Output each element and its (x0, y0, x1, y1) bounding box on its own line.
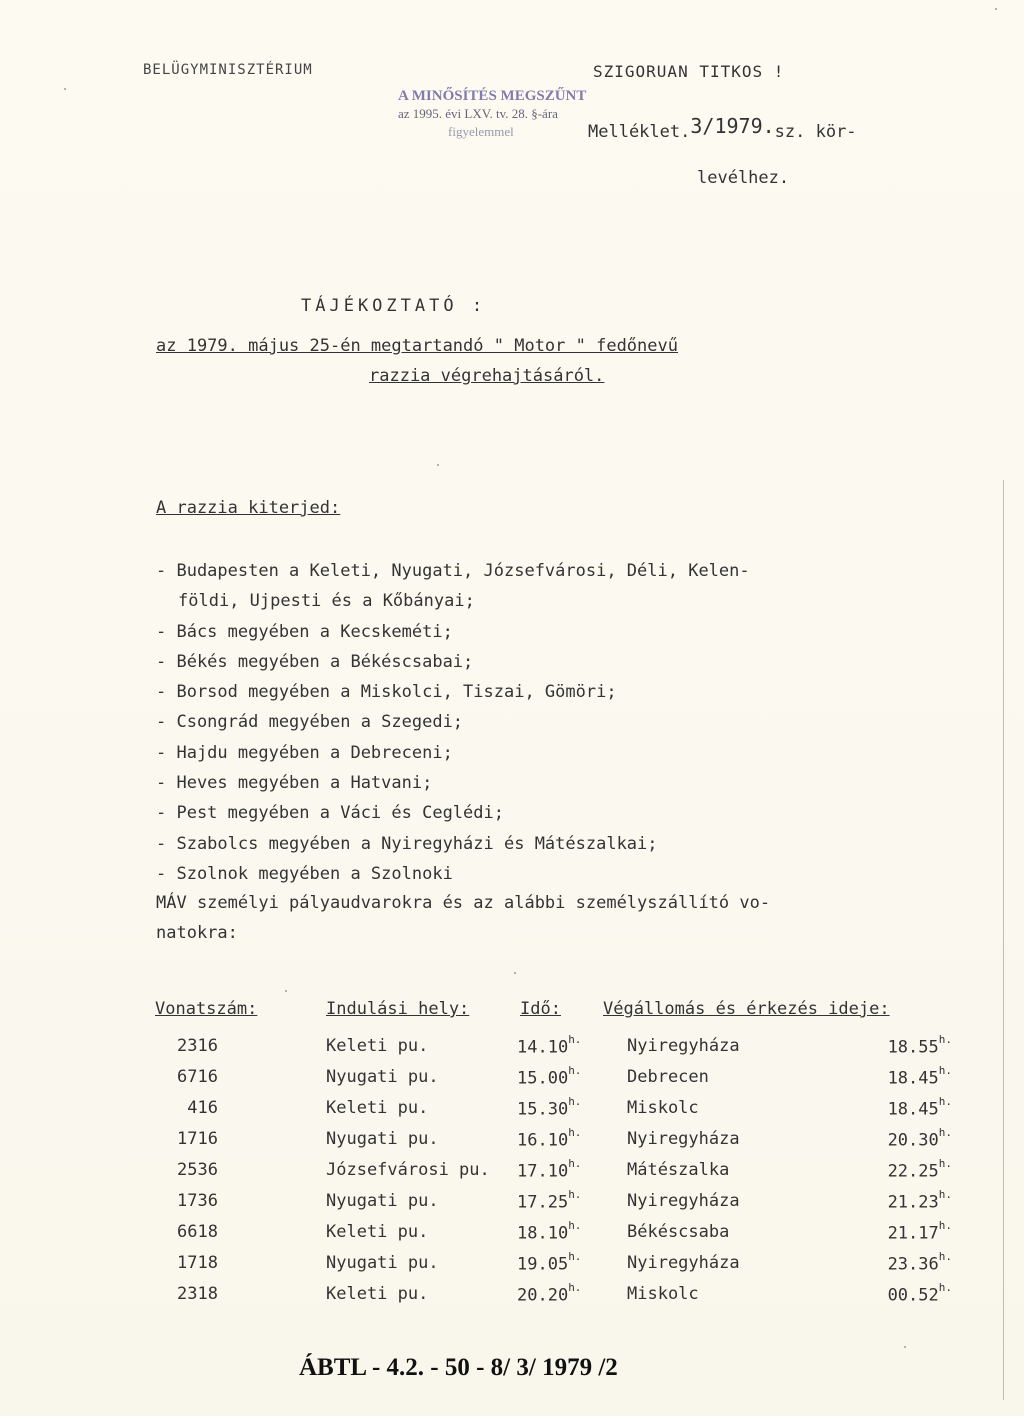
stamp-line-1: A MINŐSÍTÉS MEGSZŰNT (398, 88, 587, 104)
departure-time (517, 1095, 582, 1120)
destination-text: Miskolc (627, 1098, 699, 1118)
departure-station (326, 1222, 428, 1242)
hour-mark: h. (568, 1281, 582, 1294)
attachment-reference-line2: levélhez. (697, 168, 790, 188)
list-item: - Szolnok megyében a Szolnoki (156, 863, 453, 884)
arrival-time (860, 1095, 952, 1120)
hour-mark: h. (938, 1188, 952, 1201)
destination-text: Nyiregyháza (627, 1129, 740, 1149)
departure-station-text: Nyugati pu. (326, 1129, 439, 1149)
departure-time (517, 1188, 582, 1213)
hour-mark: h. (568, 1126, 582, 1139)
document-subtitle-line1: az 1979. május 25-én megtartandó " Motor " fedőnevű (156, 336, 678, 356)
classification-label: SZIGORUAN TITKOS ! (593, 62, 785, 81)
hour-mark: h. (568, 1157, 582, 1170)
train-number-text: 416 (187, 1098, 218, 1118)
hour-mark: h. (938, 1250, 952, 1263)
arrival-time (860, 1219, 952, 1244)
paragraph-line-2: natokra: (156, 923, 238, 943)
departure-station-text: Nyugati pu. (326, 1191, 439, 1211)
train-number (152, 1284, 218, 1304)
hour-mark: h. (568, 1064, 582, 1077)
departure-time (517, 1219, 582, 1244)
arrival-time-text: 00.52 (887, 1285, 939, 1306)
hour-mark: h. (938, 1126, 952, 1139)
table-row (0, 1126, 1024, 1160)
hour-mark: h. (938, 1281, 952, 1294)
departure-station (326, 1191, 439, 1211)
destination-text: Békéscsaba (627, 1222, 730, 1242)
ministry-header: BELÜGYMINISZTÉRIUM (143, 62, 313, 78)
list-item: - Bács megyében a Kecskeméti; (156, 621, 453, 642)
hour-mark: h. (568, 1033, 582, 1046)
list-item: - Budapesten a Keleti, Nyugati, Józsefvárosi, Déli, Kelen- (156, 561, 750, 581)
departure-station (326, 1284, 428, 1304)
hour-mark: h. (938, 1064, 952, 1077)
destination (627, 1036, 740, 1056)
train-number (152, 1253, 218, 1273)
arrival-time-text: 18.45 (887, 1099, 939, 1120)
table-row (0, 1064, 1024, 1098)
destination (627, 1067, 709, 1087)
scan-speck (514, 972, 516, 974)
table-header-destination: Végállomás és érkezés ideje: (603, 999, 890, 1019)
hour-mark: h. (938, 1219, 952, 1232)
stamp-line-2: az 1995. évi LXV. tv. 28. §-ára (398, 106, 558, 121)
table-header-time: Idő: (520, 999, 561, 1019)
table-header-departure: Indulási hely: (326, 999, 470, 1019)
departure-time-text: 18.10 (517, 1223, 569, 1244)
destination (627, 1222, 729, 1242)
table-row (0, 1219, 1024, 1253)
destination (627, 1129, 740, 1149)
arrival-time-text: 20.30 (887, 1130, 939, 1151)
scan-speck (437, 464, 439, 466)
hour-mark: h. (568, 1188, 582, 1201)
arrival-time-text: 23.36 (887, 1254, 939, 1275)
document-title: TÁJÉKOZTATÓ : (301, 296, 487, 316)
departure-station-text: Keleti pu. (326, 1036, 429, 1056)
arrival-time (860, 1157, 952, 1182)
train-number-text: 1718 (177, 1253, 218, 1273)
scan-speck (285, 990, 287, 992)
destination (627, 1160, 729, 1180)
departure-time-text: 19.05 (517, 1254, 569, 1275)
train-number (152, 1067, 218, 1087)
list-item: - Hajdu megyében a Debreceni; (156, 742, 453, 763)
train-number (152, 1191, 218, 1211)
departure-time (517, 1064, 582, 1089)
train-number-text: 6618 (177, 1222, 218, 1242)
attachment-number: 3/1979. (690, 114, 775, 138)
departure-station (326, 1098, 428, 1118)
destination-text: Nyiregyháza (627, 1036, 740, 1056)
destination-text: Nyiregyháza (627, 1191, 740, 1211)
hour-mark: h. (568, 1250, 582, 1263)
arrival-time-text: 21.23 (887, 1192, 939, 1213)
destination-text: Mátészalka (627, 1160, 730, 1180)
table-row (0, 1095, 1024, 1129)
hour-mark: h. (568, 1095, 582, 1108)
arrival-time-text: 18.55 (887, 1037, 939, 1058)
departure-time-text: 14.10 (517, 1037, 569, 1058)
section-heading: A razzia kiterjed: (156, 498, 341, 518)
table-row (0, 1033, 1024, 1067)
arrival-time (860, 1250, 952, 1275)
list-item: - Heves megyében a Hatvani; (156, 773, 433, 794)
train-number-text: 1716 (177, 1129, 218, 1149)
departure-station (326, 1036, 428, 1056)
destination-text: Debrecen (627, 1067, 709, 1087)
departure-station-text: Józsefvárosi pu. (326, 1160, 490, 1180)
train-number-text: 2536 (177, 1160, 218, 1180)
attachment-reference (588, 114, 857, 142)
departure-time (517, 1250, 582, 1275)
departure-time-text: 16.10 (517, 1130, 569, 1151)
destination (627, 1098, 699, 1118)
departure-time-text: 17.25 (517, 1192, 569, 1213)
table-header-train: Vonatszám: (155, 999, 258, 1019)
destination (627, 1253, 740, 1273)
arrival-time-text: 21.17 (887, 1223, 939, 1244)
stamp-line-3: figyelemmel (448, 124, 514, 139)
train-number-text: 2318 (177, 1284, 218, 1304)
destination-text: Nyiregyháza (627, 1253, 740, 1273)
train-table (0, 1033, 1024, 1315)
arrival-time-text: 22.25 (887, 1161, 939, 1182)
departure-time-text: 17.10 (517, 1161, 569, 1182)
hour-mark: h. (938, 1033, 952, 1046)
list-item: - Pest megyében a Váci és Ceglédi; (156, 803, 504, 824)
departure-station (326, 1253, 439, 1273)
table-row (0, 1188, 1024, 1222)
departure-station (326, 1067, 439, 1087)
hour-mark: h. (938, 1157, 952, 1170)
departure-time (517, 1033, 582, 1058)
train-number-text: 6716 (177, 1067, 218, 1087)
train-number (152, 1129, 218, 1149)
departure-station-text: Keleti pu. (326, 1222, 429, 1242)
list-item: - Borsod megyében a Miskolci, Tiszai, Gömöri; (156, 682, 617, 703)
departure-station (326, 1160, 490, 1180)
train-number (152, 1222, 218, 1242)
departure-station-text: Nyugati pu. (326, 1067, 439, 1087)
departure-time-text: 15.00 (517, 1068, 569, 1089)
scan-speck (64, 88, 66, 90)
list-item: - Csongrád megyében a Szegedi; (156, 712, 464, 733)
table-row (0, 1157, 1024, 1191)
paragraph-line-1: MÁV személyi pályaudvarokra és az alábbi személyszállító vo- (156, 893, 771, 913)
archive-reference: ÁBTL - 4.2. - 50 - 8/ 3/ 1979 /2 (299, 1354, 618, 1381)
departure-station-text: Keleti pu. (326, 1284, 429, 1304)
table-row (0, 1281, 1024, 1315)
departure-time-text: 20.20 (517, 1285, 569, 1306)
list-item: - Békés megyében a Békéscsabai; (156, 651, 474, 672)
attachment-prefix: Melléklet. (588, 122, 691, 142)
departure-station-text: Nyugati pu. (326, 1253, 439, 1273)
list-item: földi, Ujpesti és a Kőbányai; (178, 591, 475, 612)
arrival-time (860, 1188, 952, 1213)
attachment-suffix: sz. kör- (774, 122, 857, 142)
train-paragraph (156, 888, 770, 948)
scan-speck (995, 8, 997, 10)
hour-mark: h. (938, 1095, 952, 1108)
table-row (0, 1250, 1024, 1284)
train-number-text: 2316 (177, 1036, 218, 1056)
arrival-time (860, 1033, 952, 1058)
departure-time-text: 15.30 (517, 1099, 569, 1120)
arrival-time (860, 1064, 952, 1089)
departure-station (326, 1129, 439, 1149)
departure-time (517, 1126, 582, 1151)
train-number (152, 1160, 218, 1180)
destination (627, 1284, 699, 1304)
train-number (152, 1036, 218, 1056)
scan-speck (904, 1346, 906, 1348)
document-subtitle-line2: razzia végrehajtásáról. (369, 366, 605, 386)
train-number-text: 1736 (177, 1191, 218, 1211)
list-item: - Szabolcs megyében a Nyiregyházi és Mátészalkai; (156, 833, 658, 854)
destination (627, 1191, 740, 1211)
station-list (156, 556, 750, 889)
arrival-time (860, 1281, 952, 1306)
departure-station-text: Keleti pu. (326, 1098, 429, 1118)
departure-time (517, 1157, 582, 1182)
train-number (152, 1098, 218, 1118)
arrival-time (860, 1126, 952, 1151)
arrival-time-text: 18.45 (887, 1068, 939, 1089)
hour-mark: h. (568, 1219, 582, 1232)
destination-text: Miskolc (627, 1284, 699, 1304)
departure-time (517, 1281, 582, 1306)
